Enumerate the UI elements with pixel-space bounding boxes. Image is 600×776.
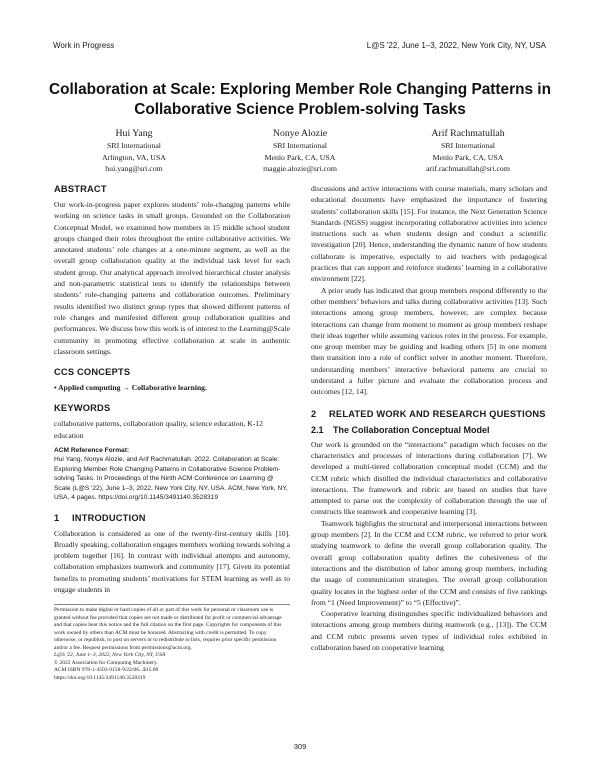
subsection-heading: [311, 424, 547, 436]
acm-reference-heading: ACM Reference Format:: [54, 447, 130, 455]
intro-heading: [54, 512, 290, 525]
intro-text: Collaboration is considered as one of the twenty-first-century skills [10]. Broadly speaking, collaboration engages members working towards solving a problem together [16]. In contrast with individual attempts and autonomy, collaboration emphasizes teamwork and community [17]. Given its potential benefits to promoting students’ motivations for STEM learning as well as to engage students in: [54, 528, 290, 595]
author-block: [64, 128, 204, 174]
running-header-left: Work in Progress: [53, 41, 115, 50]
author-location: Menlo Park, CA, USA: [432, 152, 504, 162]
keywords-heading: KEYWORDS: [54, 403, 111, 414]
related-work-heading: [311, 408, 547, 421]
acm-reference-text: Hui Yang, Nonye Alozie, and Arif Rachmatullah. 2022. Collaboration at Scale: Exploring Member Role Changing Patterns in Collaborative Science Problem-solving Tasks. In Proceedings of the Ninth ACM Conference on Learning @ Scale (L@S '22), June 1–3, 2022, New York City, NY, USA. ACM, New York, NY, USA, 4 pages. https://doi.org/10.1145/3491140.3528319: [54, 456, 288, 502]
running-header-right: L@S '22, June 1–3, 2022, New York City, NY, USA: [366, 41, 546, 50]
author-location: Menlo Park, CA, USA: [264, 152, 336, 162]
abstract-heading: ABSTRACT: [54, 184, 107, 194]
related-paragraph: Our work is grounded on the “interactions” paradigm which focuses on the characteristics and processes of interactions during collaboration [7]. We developed a multi-tiered collaboration conceptual model (CCM) and the CCM rubric which distilled the individual characteristics and collaborative interactions. The framework and rubric are based on studies that have attempted to parse out the complexity of collaboration through the use of constructs like teamwork and cooperative learning [3].: [311, 439, 547, 517]
intro-paragraph: discussions and active interactions with course materials, many scholars and educational documents have emphasized the importance of fostering students’ collaboration skills [15]. For instance, the Next Generation Science Standards (NGSS) suggest incorporating collaborative activities into science instructions such as when students design and conduct a scientific investigation [20]. Hence, understanding the dynamic nature of how students collaborate is imperative, especially to aid teachers with pedagogical practices that can support and reinforce students’ learning in a collaborative environment [22].: [311, 184, 547, 284]
section-title: RELATED WORK AND RESEARCH QUESTIONS: [329, 408, 546, 419]
related-paragraph: Cooperative learning distinguishes specific individualized behaviors and interactions among group members during teamwork (e.g., [13]). The CCM and CCM rubric presents seven types of individual roles exhibited in collaboration based on cooperative learning: [311, 609, 547, 652]
author-email: hui.yang@sri.com: [105, 163, 163, 173]
venue-line: L@S '22, June 1–3, 2022, New York City, NY, USA: [54, 652, 166, 658]
author-email: maggie.alozie@sri.com: [263, 163, 337, 173]
doi-link[interactable]: https://doi.org/10.1145/3491140.3528319: [54, 674, 146, 681]
abstract-text: Our work-in-progress paper explores students’ role-changing patterns while working on science tasks in small groups. Grounded on the Collaboration Conceptual Model, we examined how members in 15 middle school student groups changed their roles throughout the entire collaborative activities. We annotated students’ role changes at a one-minute segment, as well as the overall group collaboration quality at the individual task level for each student group. Our analytical approach involved hierarchical cluster analysis and non-parametric statistical tests to identify the relationships between students’ role-changing patterns and collaboration outcomes. Preliminary results identified two distinct group types that showed different patterns of role changes and manifested different group collaboration qualities and performances. We discuss how this work is of interest to the Learning@Scale community in promoting effective collaboration at scale in authentic classroom settings.: [54, 200, 290, 356]
author-affiliation: SRI International: [273, 141, 327, 151]
section-number: 1: [54, 512, 60, 523]
ccs-text: • Applied computing → Collaborative learning.: [54, 383, 207, 393]
copyright-line: © 2022 Association for Computing Machinery.: [54, 659, 158, 666]
section-number: 2: [311, 408, 317, 419]
subsection-title: The Collaboration Conceptual Model: [333, 424, 490, 435]
permission-text: Permission to make digital or hard copies of all or part of this work for personal or classroom use is granted without fee provided that copies are not made or distributed for profit or commercial advantage and that copies bear this notice and the full citation on the first page. Copyrights for components of this work owned by others than ACM must be honored. Abstracting with credit is permitted. To copy otherwise, or republish, to post on servers or to redistribute to lists, requires prior specific permission and/or a fee. Request permissions from permissions@acm.org.: [54, 607, 282, 651]
author-name: Arif Rachmatullah: [431, 128, 505, 139]
author-block: [230, 128, 370, 174]
subsection-number: 2.1: [311, 424, 324, 435]
related-paragraph: Teamwork highlights the structural and interpersonal interactions between group members [2]. In the CCM and CCM rubric, we referred to prior work studying teamwork to define the overall group collaboration quality. The overall group collaboration quality defines the cohesiveness of the interactions and the distribution of labor among group members, including the usage of communication strategies. The overall group collaboration quality locates in the highest order of the CCM and consists of five rankings from “1 (Need Improvement)” to “5 (Effective)”.: [311, 518, 547, 607]
author-block: [394, 128, 542, 174]
isbn-line: ACM ISBN 978-1-4503-9158-9/22/06...$15.00: [54, 667, 159, 673]
permission-footnote: [54, 604, 290, 682]
author-name: Hui Yang: [115, 128, 153, 139]
intro-paragraph: A prior study has indicated that group members respond differently to the other members’ behaviors and talks during collaborative activities [13]. Such interactions among group members, however, are complex because interactions can change from moment to moment as group members reshape their ideas together while assuming various roles in the process. For example, one group member may be guiding and leading others [5] in one moment then transition into a role of conflict solver in another moment. Therefore, understanding members’ interactive behavioral patterns are crucial to understand a fuller picture and evaluate the collaboration process and outcomes [12, 14].: [311, 285, 547, 397]
author-email: arif.rachmatullah@sri.com: [426, 163, 510, 173]
paper-title: Collaboration at Scale: Exploring Member Role Changing Patterns in Collaborative Science Problem-solving Tasks: [49, 81, 551, 118]
left-column: [54, 183, 290, 595]
ccs-heading: CCS CONCEPTS: [54, 367, 131, 378]
author-affiliation: SRI International: [441, 141, 495, 151]
author-affiliation: SRI International: [107, 141, 161, 151]
page-number: 309: [293, 742, 307, 751]
author-name: Nonye Alozie: [272, 128, 328, 139]
author-location: Arlington, VA, USA: [102, 152, 166, 162]
keywords-text: collaborative patterns, collaboration quality, science education, K-12 education: [54, 419, 263, 440]
section-title: INTRODUCTION: [72, 512, 146, 523]
right-column: [311, 183, 547, 653]
